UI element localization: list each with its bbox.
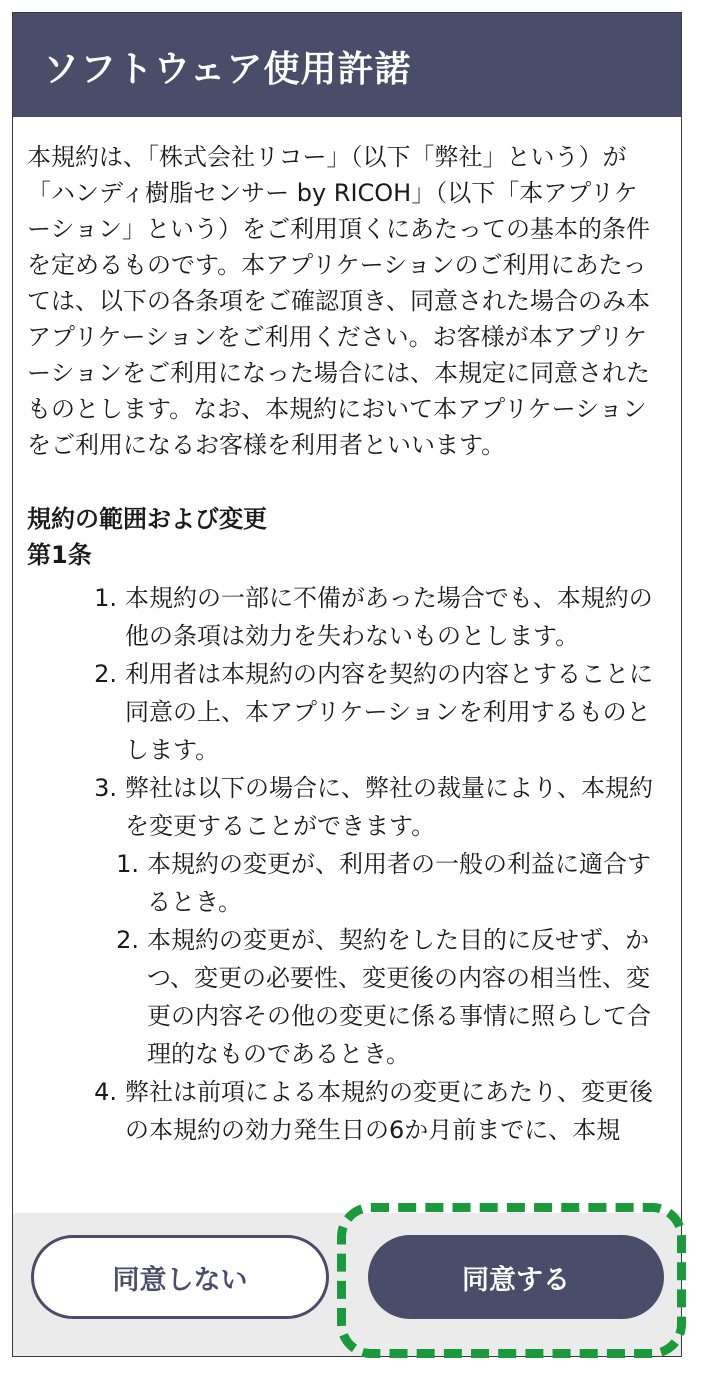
sublist [27, 845, 657, 1073]
list-item-number: 3. [94, 774, 117, 802]
list-item [77, 1073, 657, 1149]
license-text-scroll-area[interactable] [13, 117, 681, 1213]
section-heading: 規約の範囲および変更 [27, 505, 267, 533]
agree-button[interactable]: 同意する [368, 1235, 664, 1319]
sub-list-item-number: 1. [116, 850, 139, 878]
sub-list-item [99, 921, 657, 1073]
decline-button[interactable]: 同意しない [31, 1235, 329, 1319]
sub-list-item [99, 845, 657, 921]
list-item-text: 本規約の一部に不備があった場合でも、本規約の他の条項は効力を失わないものとします。 [125, 584, 653, 650]
license-text-body [27, 139, 657, 1149]
article-heading: 第1条 [27, 541, 92, 569]
license-dialog [12, 12, 682, 1357]
dialog-title: ソフトウェア使用許諾 [43, 49, 412, 90]
sub-list-item-text: 本規約の変更が、利用者の一般の利益に適合するとき。 [147, 850, 651, 916]
list-item [77, 579, 657, 655]
list-item-text: 利用者は本規約の内容を契約の内容とすることに同意の上、本アプリケーションを利用するものとします。 [125, 660, 653, 764]
list-item-text: 弊社は以下の場合に、弊社の裁量により、本規約を変更することができます。 [125, 774, 653, 840]
article-list [27, 579, 657, 1149]
sub-list-item-text: 本規約の変更が、契約をした目的に反せず、かつ、変更の必要性、変更後の内容の相当性、変更の内容その他の変更に係る事情に照らして合理的なものであるとき。 [147, 926, 651, 1068]
list-item-number: 4. [94, 1078, 117, 1106]
list-item [77, 655, 657, 769]
sublist-container [27, 845, 657, 1073]
list-item [77, 769, 657, 845]
list-item-text: 弊社は前項による本規約の変更にあたり、変更後の本規約の効力発生日の6か月前までに、本規 [125, 1078, 653, 1144]
dialog-header [13, 13, 681, 117]
intro-paragraph: 本規約は、「株式会社リコー」（以下「弊社」という）が「ハンディ樹脂センサー by RICOH」（以下「本アプリケーション」という）をご利用頂くにあたっての基本的条件を定めるものです。本アプリケーションのご利用にあたっては、以下の各条項をご確認頂き、同意された場合のみ本アプリケーションをご利用ください。お客様が本アプリケーションをご利用になった場合には、本規定に同意されたものとします。なお、本規約において本アプリケーションをご利用になるお客様を利用者といいます。 [27, 143, 651, 459]
list-item-number: 1. [94, 584, 117, 612]
sub-list-item-number: 2. [116, 926, 139, 954]
dialog-footer [13, 1213, 681, 1357]
list-item-number: 2. [94, 660, 117, 688]
